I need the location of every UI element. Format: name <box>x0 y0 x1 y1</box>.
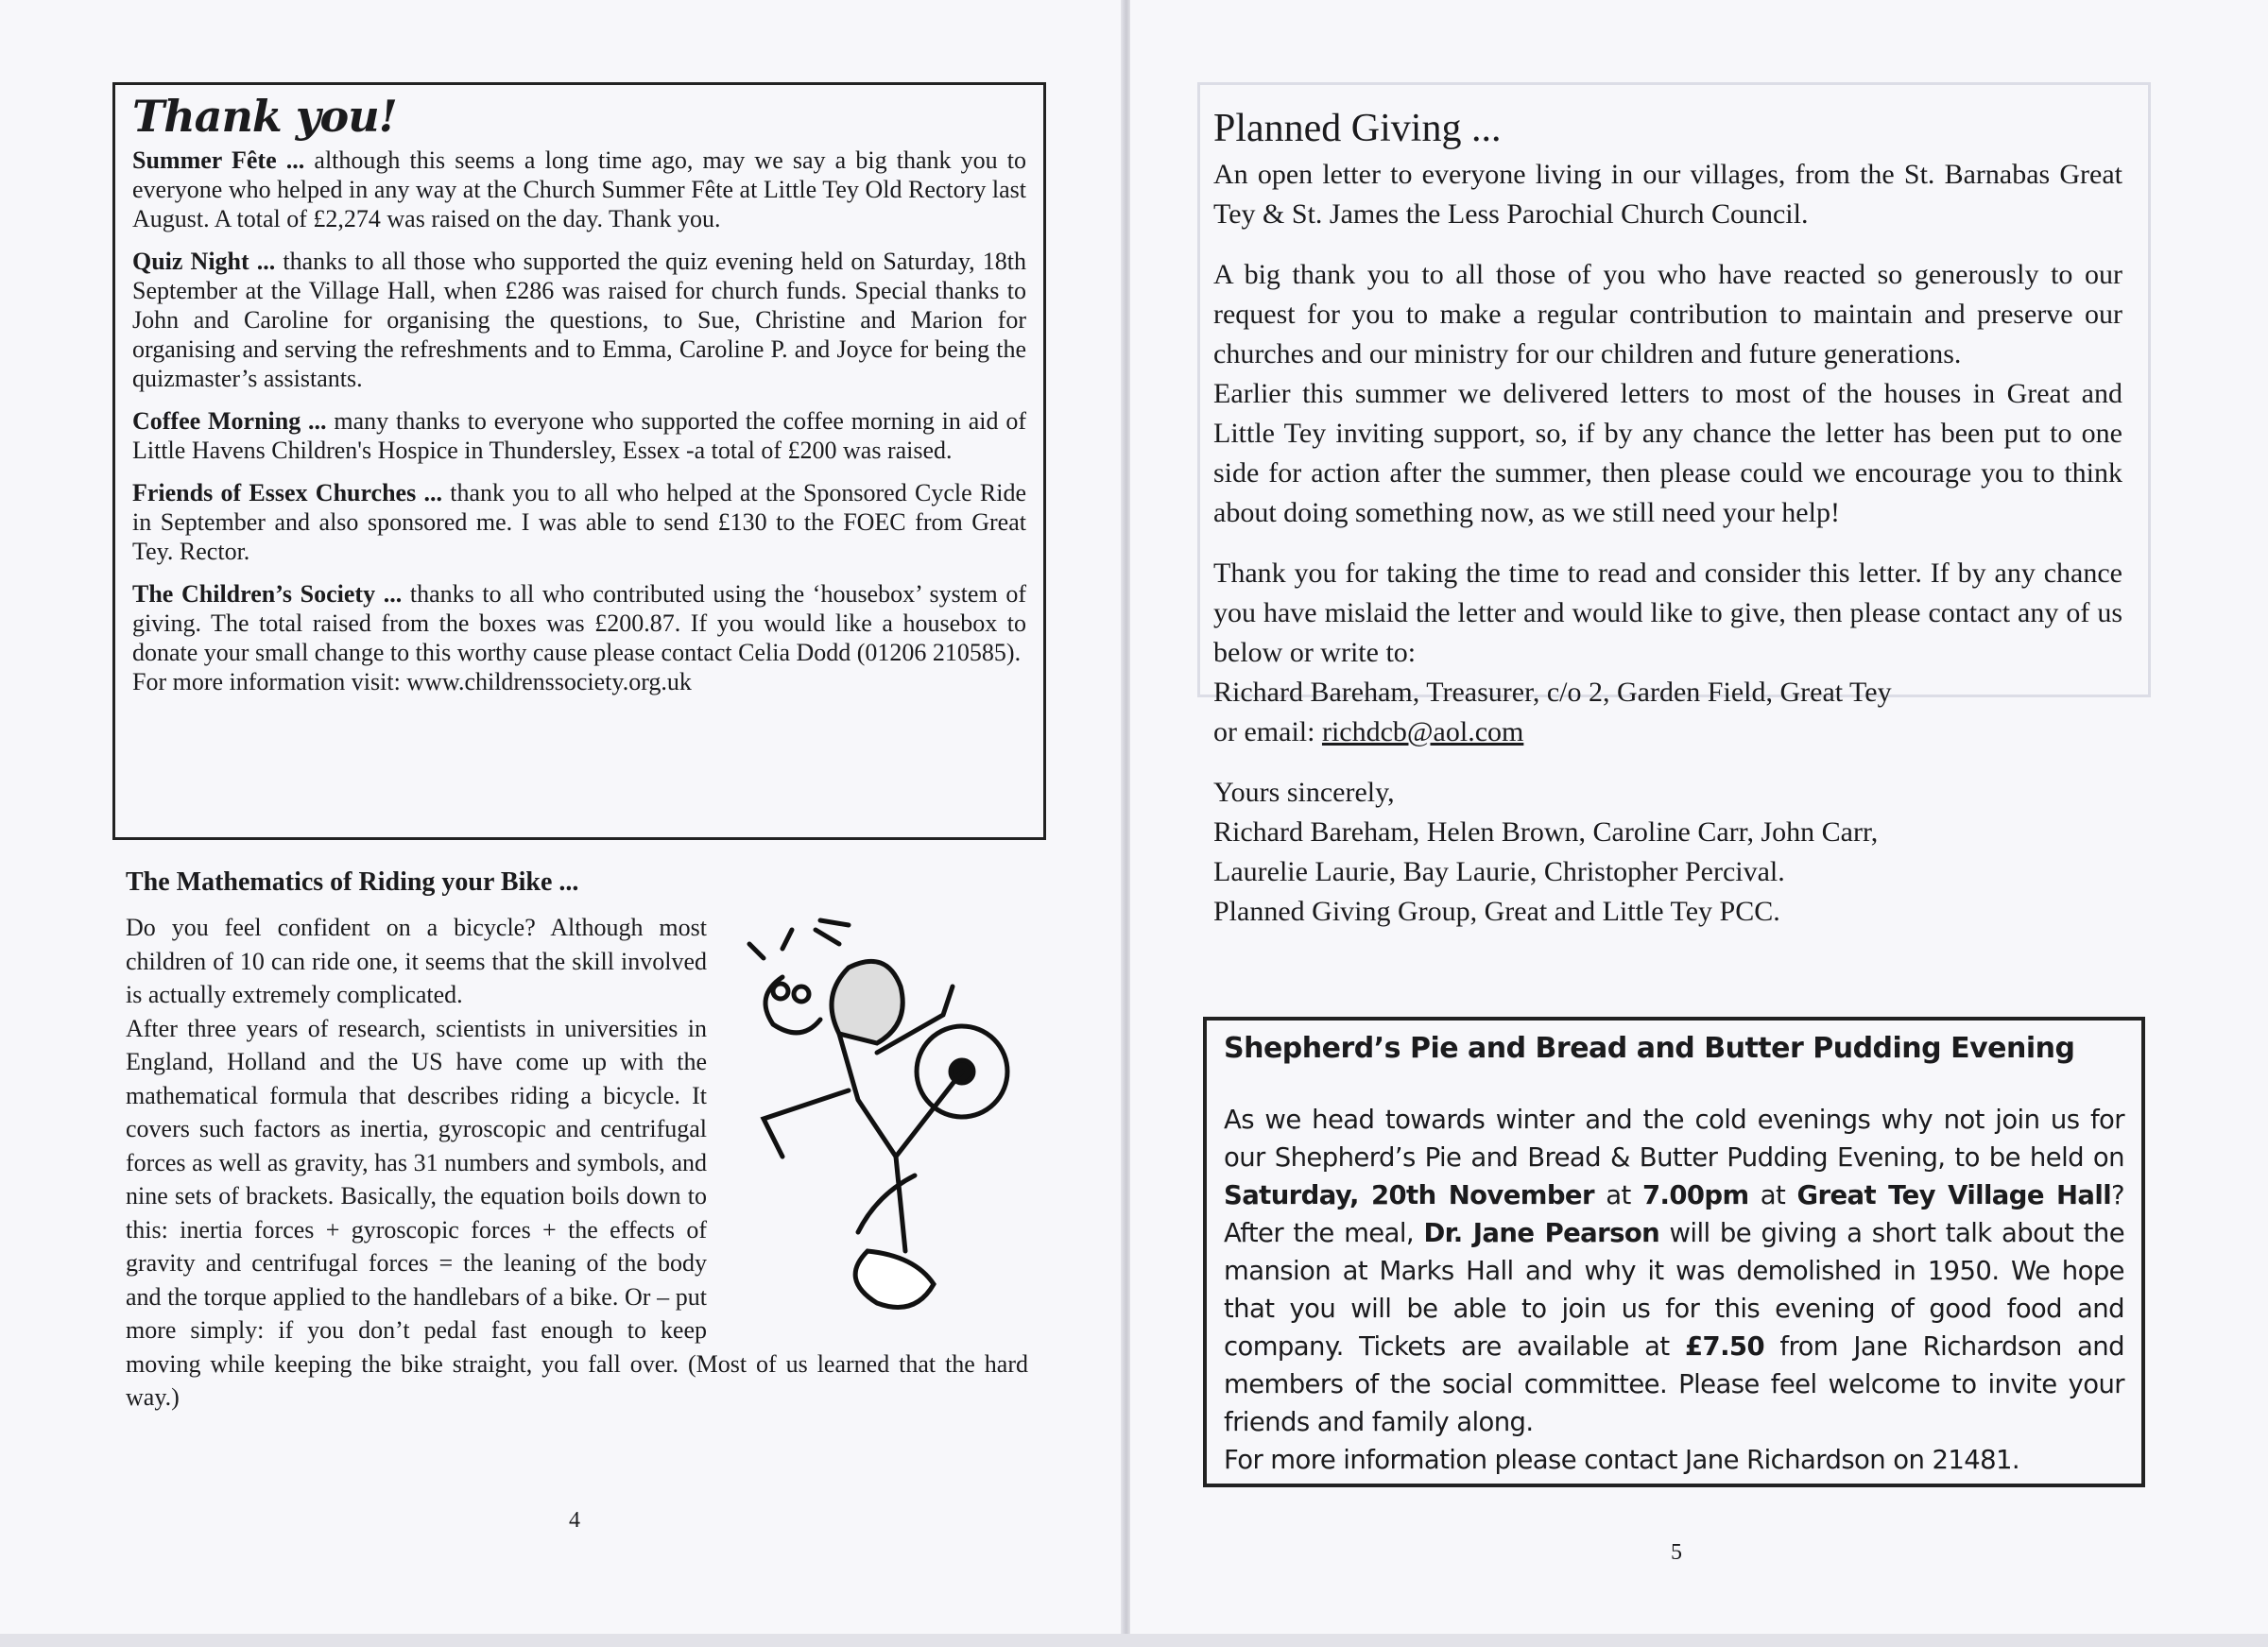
treasurer-address: Richard Bareham, Treasurer, c/o 2, Garden Field, Great Tey <box>1213 677 1892 708</box>
left-page <box>0 0 1125 1647</box>
page-bottom-edge <box>0 1634 2268 1647</box>
planned-giving-title: Planned Giving ... <box>1213 107 1502 150</box>
letter-paragraph: Thank you for taking the time to read and consider this letter. If by any chance you have mislaid the letter and would like to give, then please contact any of us below or write to: <box>1213 558 2122 668</box>
letter-closing: Yours sincerely, <box>1213 777 1395 808</box>
thank-you-item: Friends of Essex Churches ... thank you to all who helped at the Sponsored Cycle Ride in September and also sponsored me. I was able to send £130 to the FOEC from Great Tey. Rector. <box>132 479 1026 565</box>
signatories: Richard Bareham, Helen Brown, Caroline Carr, John Carr, <box>1213 816 1879 848</box>
signatories: Laurelie Laurie, Bay Laurie, Christopher Percival. <box>1213 856 1785 887</box>
event-contact: For more information please contact Jane Richardson on 21481. <box>1224 1445 2020 1475</box>
page-number: 4 <box>569 1508 580 1533</box>
thank-you-item: Coffee Morning ... many thanks to everyone who supported the coffee morning in aid of Little Havens Children's Hospice in Thundersley, Essex -a total of £200 was raised. <box>132 407 1026 464</box>
planned-giving-letter: Planned Giving ... An open letter to everyone living in our villages, from the St. Barnabas Great Tey & St. James the Less Parochial Church Council. A big thank you to all those of you who have reacted so generously to our request for you to make a regular contribution to maintain and preserve our churches and our ministry for our children and future generations. Earlier this summer we delivered letters to most of the houses in Great and Little Tey inviting support, so, if by any chance the letter has been put to one side for action after the summer, then please could we encourage you to think about doing something now, as we still need your help! Thank you for taking the time to read and consider this letter. If by any chance you have mislaid the letter and would like to give, then please contact any of us below or write to: Richard Bareham, Treasurer, c/o 2, Garden Field, Great Tey or email: richdcb@aol.com Yours sincerely, Richard Bareham, Helen Brown, Caroline Carr, John Carr, Laurelie Laurie, Bay Laurie, Christopher Percival. Planned Giving Group, Great and Little Tey PCC. <box>1213 106 2122 932</box>
event-title: Shepherd’s Pie and Bread and Butter Pudding Evening <box>1224 1032 2075 1065</box>
thank-you-item: Quiz Night ... thanks to all those who supported the quiz evening held on Saturday, 18th September at the Village Hall, when £286 was raised for church funds. Special thanks to John and Caroline for organising the questions, to Sue, Christine and Marion for organising and serving the refreshments and to Emma, Caroline P. and Joyce for being the quizmaster’s assistants. <box>132 248 1026 392</box>
thank-you-item: The Children’s Society ... thanks to all who contributed using the ‘housebox’ system of giving. The total raised from the boxes was £200.87. If you would like a housebox to donate your small change to this worthy cause please contact Celia Dodd (01206 210585). <box>132 580 1026 666</box>
thank-you-title: Thank you! <box>132 91 397 142</box>
cyclist-cartoon-image <box>726 911 1028 1317</box>
math-title: The Mathematics of Riding your Bike ... <box>126 867 579 897</box>
math-paragraph: Do you feel confident on a bicycle? Although most children of 10 can ride one, it seems that the skill involved is actually extremely complicated. <box>126 914 707 1008</box>
letter-paragraph: A big thank you to all those of you who have reacted so generously to our request for you to make a regular contribution to maintain and preserve our churches and our ministry for our children and future generations. <box>1213 259 2122 369</box>
page-number: 5 <box>1671 1540 1682 1565</box>
more-info-link: For more information visit: www.childrenssociety.org.uk <box>132 668 692 695</box>
event-description: As we head towards winter and the cold evenings why not join us for our Shepherd’s Pie and Bread & Butter Pudding Evening, to be held on Saturday, 20th November at 7.00pm at Great Tey Village Hall? After the meal, Dr. Jane Pearson will be giving a short talk about the mansion at Marks Hall and why it was demolished in 1950. We hope that you will be able to join us for this evening of good food and company. Tickets are available at £7.50 from Jane Richardson and members of the social committee. Please feel welcome to invite your friends and family along. <box>1224 1105 2125 1437</box>
group-name: Planned Giving Group, Great and Little Tey PCC. <box>1213 896 1780 927</box>
shepherds-pie-event-box <box>1203 1017 2145 1487</box>
letter-intro: An open letter to everyone living in our villages, from the St. Barnabas Great Tey & St. James the Less Parochial Church Council. <box>1213 159 2122 230</box>
thank-you-item: Summer Fête ... although this seems a long time ago, may we say a big thank you to everyone who helped in any way at the Church Summer Fête at Little Tey Old Rectory last August. A total of £2,274 was raised on the day. Thank you. <box>132 146 1026 232</box>
letter-paragraph: Earlier this summer we delivered letters to most of the houses in Great and Little Tey inviting support, so, if by any chance the letter has been put to one side for action after the summer, then please could we encourage you to think about doing something now, as we still need your help! <box>1213 378 2122 528</box>
email-link[interactable]: richdcb@aol.com <box>1321 716 1524 747</box>
thank-you-box <box>112 82 1046 840</box>
math-article <box>126 867 1028 1415</box>
math-paragraph: After three years of research, scientists in universities in England, Holland and the US have come up with the mathematical formula that describes riding a bicycle. It covers such factors as inertia, gyroscopic and centrifugal forces as well as gravity, has 31 numbers and symbols, and nine sets of brackets. Basically, the equation boils down to this: inertia forces + gyroscopic forces + the effects of gravity and centrifugal forces = the leaning of the body and the torque applied to the handlebars of a bike. Or – put more simply: if you don’t pedal fast enough to keep moving while keeping the bike straight, you fall over. (Most of us learned that the hard way.) <box>126 1014 1028 1411</box>
